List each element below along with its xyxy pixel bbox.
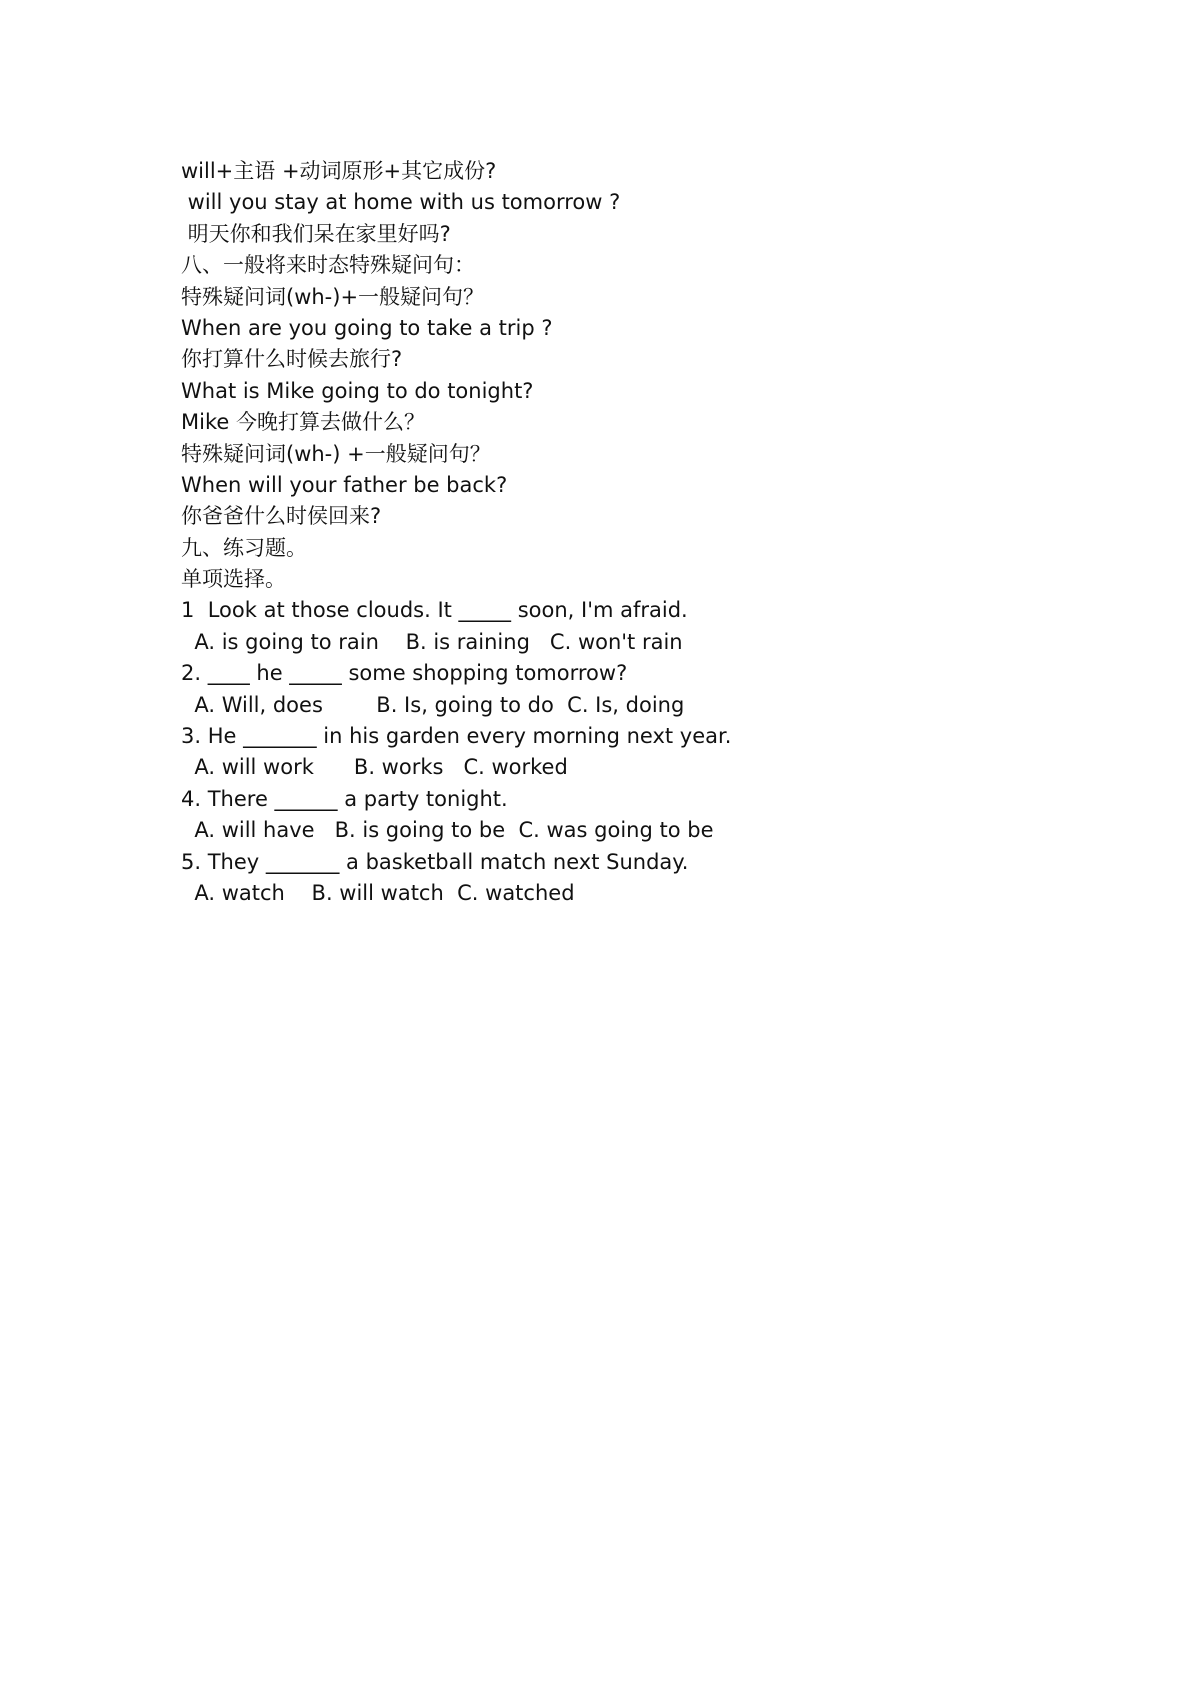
exercise-options-2: A. Will, does B. Is, going to do C. Is, doing xyxy=(181,692,685,717)
exercise-question-1: 1 Look at those clouds. It _____ soon, I'm afraid. xyxy=(181,598,688,623)
example-sentence-english: What is Mike going to do tonight? xyxy=(181,378,534,403)
example-sentence-chinese: 明天你和我们呆在家里好吗? xyxy=(181,221,451,246)
grammar-formula-wh-question: 特殊疑问词(wh-) +一般疑问句？ xyxy=(181,441,491,466)
exercise-question-4: 4. There ______ a party tonight. xyxy=(181,786,508,811)
example-sentence-chinese: 你打算什么时候去旅行? xyxy=(181,347,403,372)
example-sentence-english: When will your father be back? xyxy=(181,472,508,497)
section-heading-8: 八、一般将来时态特殊疑问句： xyxy=(181,253,475,278)
grammar-formula-wh-question: 特殊疑问词(wh-)+一般疑问句？ xyxy=(181,284,485,309)
exercise-options-1: A. is going to rain B. is raining C. won't rain xyxy=(181,629,683,654)
example-sentence-chinese: Mike 今晚打算去做什么？ xyxy=(181,410,425,435)
example-sentence-chinese: 你爸爸什么时侯回来? xyxy=(181,504,382,529)
example-sentence-english: When are you going to take a trip ? xyxy=(181,315,553,340)
exercise-options-5: A. watch B. will watch C. watched xyxy=(181,880,575,905)
document-body xyxy=(181,156,1041,909)
exercise-question-2: 2. ____ he _____ some shopping tomorrow? xyxy=(181,661,628,686)
exercise-question-3: 3. He _______ in his garden every morning next year. xyxy=(181,724,732,749)
exercise-options-4: A. will have B. is going to be C. was going to be xyxy=(181,818,714,843)
example-sentence-english: will you stay at home with us tomorrow ? xyxy=(181,190,621,215)
grammar-formula-general-question: will+主语 +动词原形+其它成份? xyxy=(181,159,497,183)
exercise-question-5: 5. They _______ a basketball match next Sunday. xyxy=(181,849,689,874)
exercise-subheading: 单项选择。 xyxy=(181,567,286,592)
section-heading-9: 九、练习题。 xyxy=(181,535,307,560)
exercise-options-3: A. will work B. works C. worked xyxy=(181,755,568,780)
